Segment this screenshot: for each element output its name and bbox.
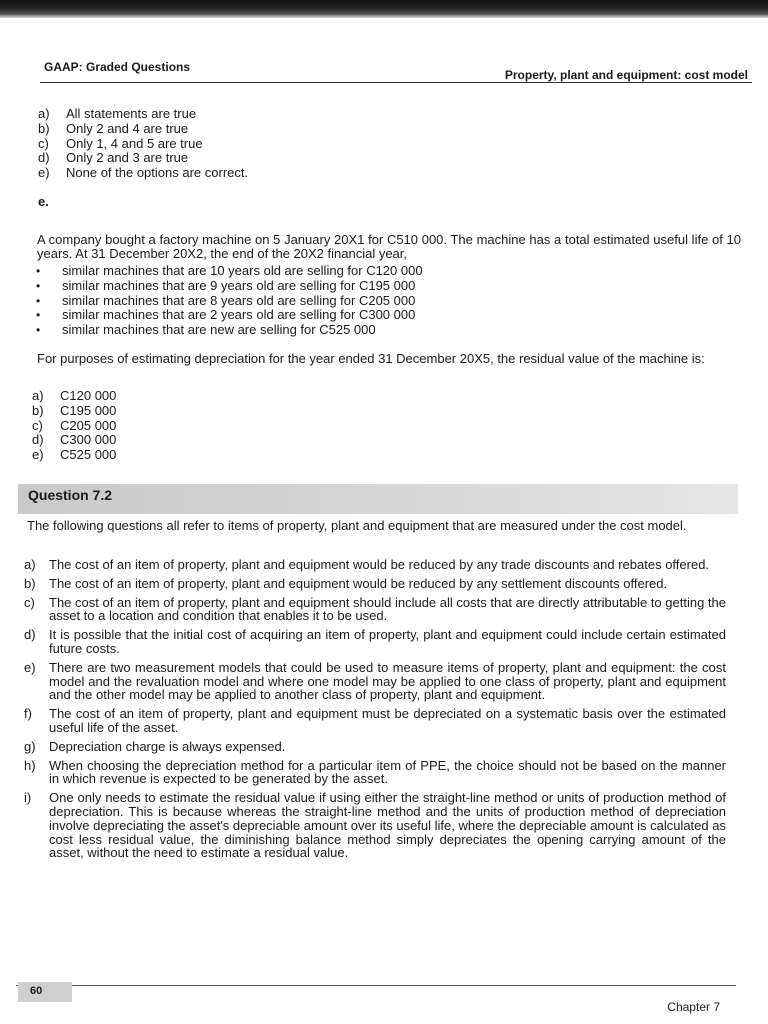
question-title: Question 7.2 <box>28 487 113 503</box>
statement-item <box>16 707 726 735</box>
option-item <box>38 166 248 181</box>
statement-label: i) <box>24 790 32 806</box>
part-e-label: e. <box>38 194 49 209</box>
statement-item <box>16 596 726 624</box>
option-text: C300 000 <box>60 432 117 448</box>
option-text: C195 000 <box>60 402 117 418</box>
option-item <box>32 389 116 404</box>
statement-text: It is possible that the initial cost of acquiring an item of property, plant and equipment could include certain estimated future costs. <box>49 627 726 656</box>
option-item <box>32 448 116 463</box>
price-bullets <box>36 264 423 338</box>
chapter-label: Chapter 7 <box>667 1000 720 1014</box>
options-list-top <box>38 107 248 181</box>
part-e-intro: A company bought a factory machine on 5 January 20X1 for C510 000. The machine has a total estimated useful life of 10 years. At 31 December 20X2, the end of the 20X2 financial year, <box>37 232 741 261</box>
option-text: C120 000 <box>60 388 117 403</box>
statement-label: g) <box>24 738 36 754</box>
page-header <box>40 58 752 83</box>
statement-label: f) <box>24 706 32 722</box>
statement-text: When choosing the depreciation method for a particular item of PPE, the choice should not be based on the manner in which revenue is expected to be generated by the asset. <box>49 757 726 787</box>
statement-label: e) <box>24 659 36 675</box>
option-label: d) <box>32 432 44 448</box>
option-text: C205 000 <box>60 417 117 433</box>
bullet-item: • similar machines that are 2 years old are selling for C300 000 <box>36 308 423 323</box>
question-heading-bar <box>18 484 738 514</box>
option-label: a) <box>32 388 44 403</box>
statement-label: d) <box>24 627 36 643</box>
book-title: GAAP: Graded Questions <box>44 60 191 74</box>
option-label: e) <box>32 447 44 463</box>
option-text: All statements are true <box>66 106 197 121</box>
option-text: Only 2 and 4 are true <box>66 120 189 136</box>
bullet-item: • similar machines that are 10 years old are selling for C120 000 <box>36 264 423 279</box>
option-label: d) <box>38 150 50 166</box>
statement-text: The cost of an item of property, plant and equipment must be depreciated on a systematic basis over the estimated useful life of the asset. <box>49 706 726 735</box>
statement-label: b) <box>24 575 36 591</box>
option-item <box>38 122 248 137</box>
statements-list <box>16 558 726 865</box>
statement-item <box>16 740 726 754</box>
option-text: C525 000 <box>60 447 117 463</box>
chapter-title: Property, plant and equipment: cost model <box>504 68 748 82</box>
statement-text: One only needs to estimate the residual value if using either the straight-line method or units of production method of depreciation. This is because whereas the straight-line method and the units of production method of depreciation involve depreciating the asset's depreciable amount over its useful life, where the depreciable amount is calculated as cost less residual value, the diminishing balance method simply depreciates the opening carrying amount of the asset, without the need to estimate a residual value. <box>49 790 726 861</box>
option-item <box>32 433 116 448</box>
option-label: b) <box>32 402 44 418</box>
statement-item <box>16 791 726 860</box>
statement-item <box>16 577 726 591</box>
statement-item <box>16 628 726 656</box>
option-item <box>32 419 116 434</box>
statement-label: a) <box>24 557 36 572</box>
option-text: Only 1, 4 and 5 are true <box>66 135 203 151</box>
part-e-question: For purposes of estimating depreciation for the year ended 31 December 20X5, the residual value of the machine is: <box>37 351 705 366</box>
bullet-item: • similar machines that are 8 years old are selling for C205 000 <box>36 294 423 309</box>
option-label: c) <box>38 135 49 151</box>
option-label: a) <box>38 106 50 121</box>
option-item <box>32 404 116 419</box>
bullet-item: • similar machines that are 9 years old are selling for C195 000 <box>36 279 423 294</box>
option-label: c) <box>32 417 43 433</box>
statement-label: h) <box>24 757 36 773</box>
statement-text: The cost of an item of property, plant and equipment would be reduced by any trade discounts and rebates offered. <box>49 557 710 572</box>
statement-text: There are two measurement models that could be used to measure items of property, plant and equipment: the cost model and the revaluation model and where one model may be applied to one class of property, plant and equipment and the other model may be applied to another class of property, plant and equipment. <box>49 659 726 703</box>
part-e-options <box>32 389 116 463</box>
footer-rule <box>16 985 736 986</box>
option-label: b) <box>38 120 50 136</box>
statement-text: The cost of an item of property, plant and equipment would be reduced by any settlement discounts offered. <box>49 575 668 591</box>
bullet-item: • similar machines that are new are selling for C525 000 <box>36 323 423 338</box>
page-number-box <box>18 982 72 1002</box>
page-number: 60 <box>30 985 43 997</box>
scan-top-edge <box>0 0 768 18</box>
statement-item <box>16 661 726 702</box>
option-item <box>38 137 248 152</box>
option-text: Only 2 and 3 are true <box>66 150 189 166</box>
statement-text: Depreciation charge is always expensed. <box>49 738 286 754</box>
option-item <box>38 151 248 166</box>
statement-item <box>16 759 726 787</box>
statement-text: The cost of an item of property, plant and equipment should include all costs that are directly attributable to getting the asset to a location and condition that enables it to be used. <box>49 594 726 624</box>
option-text: None of the options are correct. <box>66 165 249 181</box>
question-intro: The following questions all refer to items of property, plant and equipment that are measured under the cost model. <box>27 518 687 533</box>
option-label: e) <box>38 165 50 181</box>
statement-label: c) <box>24 594 35 610</box>
statement-item <box>16 558 726 572</box>
option-item <box>38 107 248 122</box>
